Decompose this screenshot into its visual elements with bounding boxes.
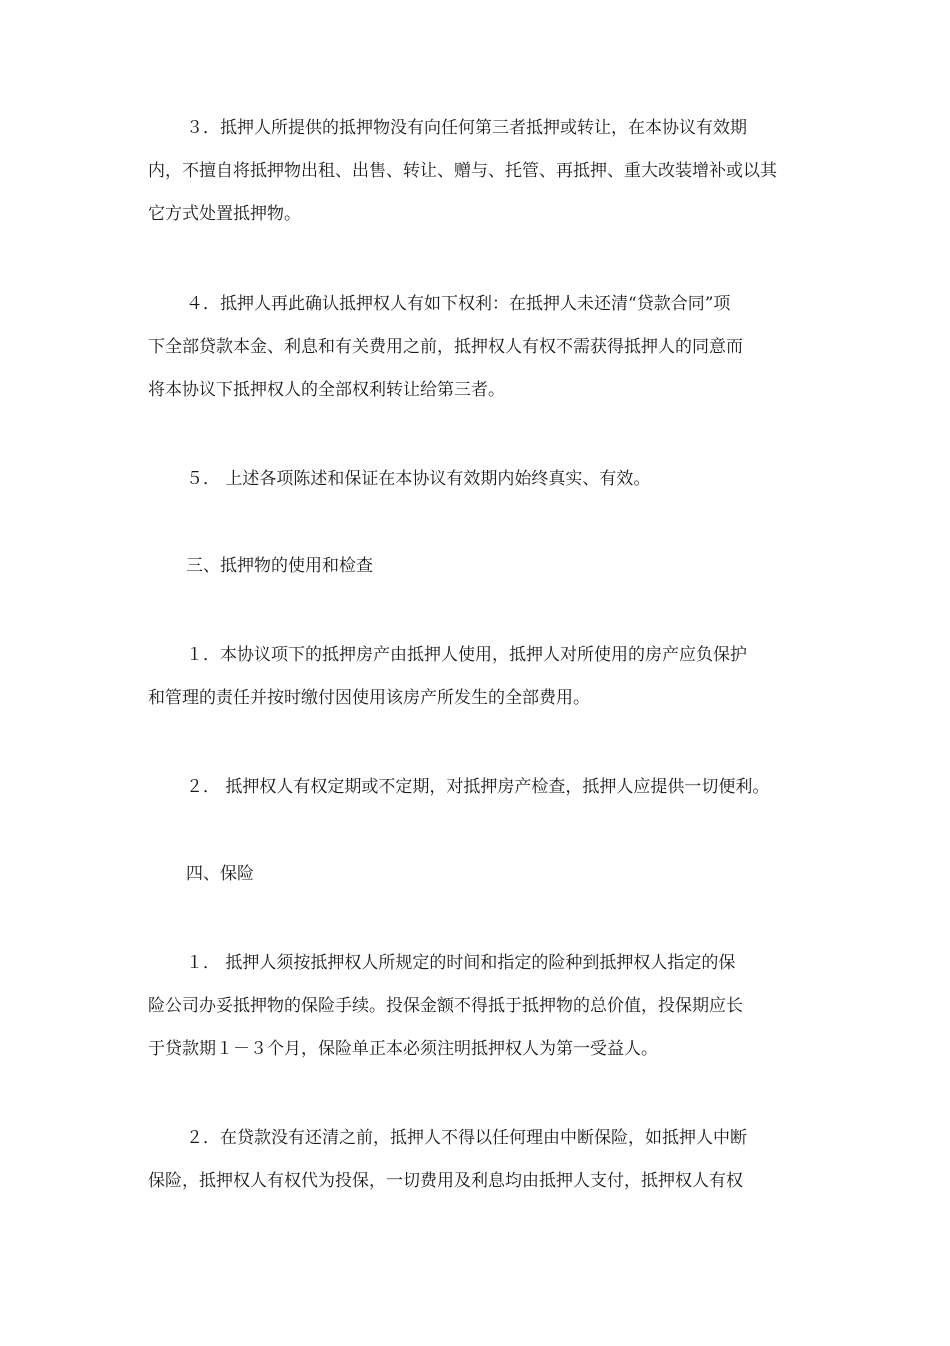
paragraph-line: 内，不擅自将抵押物出租、出售、转让、赠与、托管、再抵押、重大改装增补或以其 — [148, 161, 777, 181]
paragraph-line: ４．抵押人再此确认抵押权人有如下权利：在抵押人未还清“贷款合同”项 — [186, 294, 731, 314]
paragraph-usage-clause-2 — [148, 766, 838, 809]
paragraph-line: ２． 抵押权人有权定期或不定期，对抵押房产检查，抵押人应提供一切便利。 — [186, 777, 770, 797]
paragraph-line: 保险，抵押权人有权代为投保，一切费用及利息均由抵押人支付，抵押权人有权 — [148, 1171, 743, 1191]
paragraph-line: 下全部贷款本金、利息和有关费用之前，抵押权人有权不需获得抵押人的同意而 — [148, 337, 743, 357]
paragraph-line: １．本协议项下的抵押房产由抵押人使用，抵押人对所使用的房产应负保护 — [186, 645, 747, 665]
paragraph-line: 将本协议下抵押权人的全部权利转让给第三者。 — [148, 380, 505, 400]
paragraph-line: 它方式处置抵押物。 — [148, 204, 301, 224]
section-heading-usage-inspection: 三、抵押物的使用和检查 — [186, 556, 373, 576]
paragraph-insurance-clause-1 — [148, 942, 838, 1071]
section-heading-insurance: 四、保险 — [186, 864, 254, 884]
paragraph-line: 和管理的责任并按时缴付因使用该房产所发生的全部费用。 — [148, 688, 590, 708]
paragraph-line: １． 抵押人须按抵押权人所规定的时间和指定的险种到抵押权人指定的保 — [186, 953, 736, 973]
paragraph-insurance-clause-2 — [148, 1117, 838, 1203]
paragraph-line: ３．抵押人所提供的抵押物没有向任何第三者抵押或转让，在本协议有效期 — [186, 118, 747, 138]
paragraph-line: ５． 上述各项陈述和保证在本协议有效期内始终真实、有效。 — [186, 469, 651, 489]
paragraph-line: 于贷款期１－３个月，保险单正本必须注明抵押权人为第一受益人。 — [148, 1039, 658, 1059]
paragraph-line: ２．在贷款没有还清之前，抵押人不得以任何理由中断保险，如抵押人中断 — [186, 1128, 747, 1148]
paragraph-clause-3 — [148, 107, 838, 236]
paragraph-usage-clause-1 — [148, 634, 838, 720]
paragraph-clause-5 — [148, 458, 838, 501]
paragraph-clause-4 — [148, 283, 838, 412]
paragraph-line: 险公司办妥抵押物的保险手续。投保金额不得抵于抵押物的总价值，投保期应长 — [148, 996, 743, 1016]
